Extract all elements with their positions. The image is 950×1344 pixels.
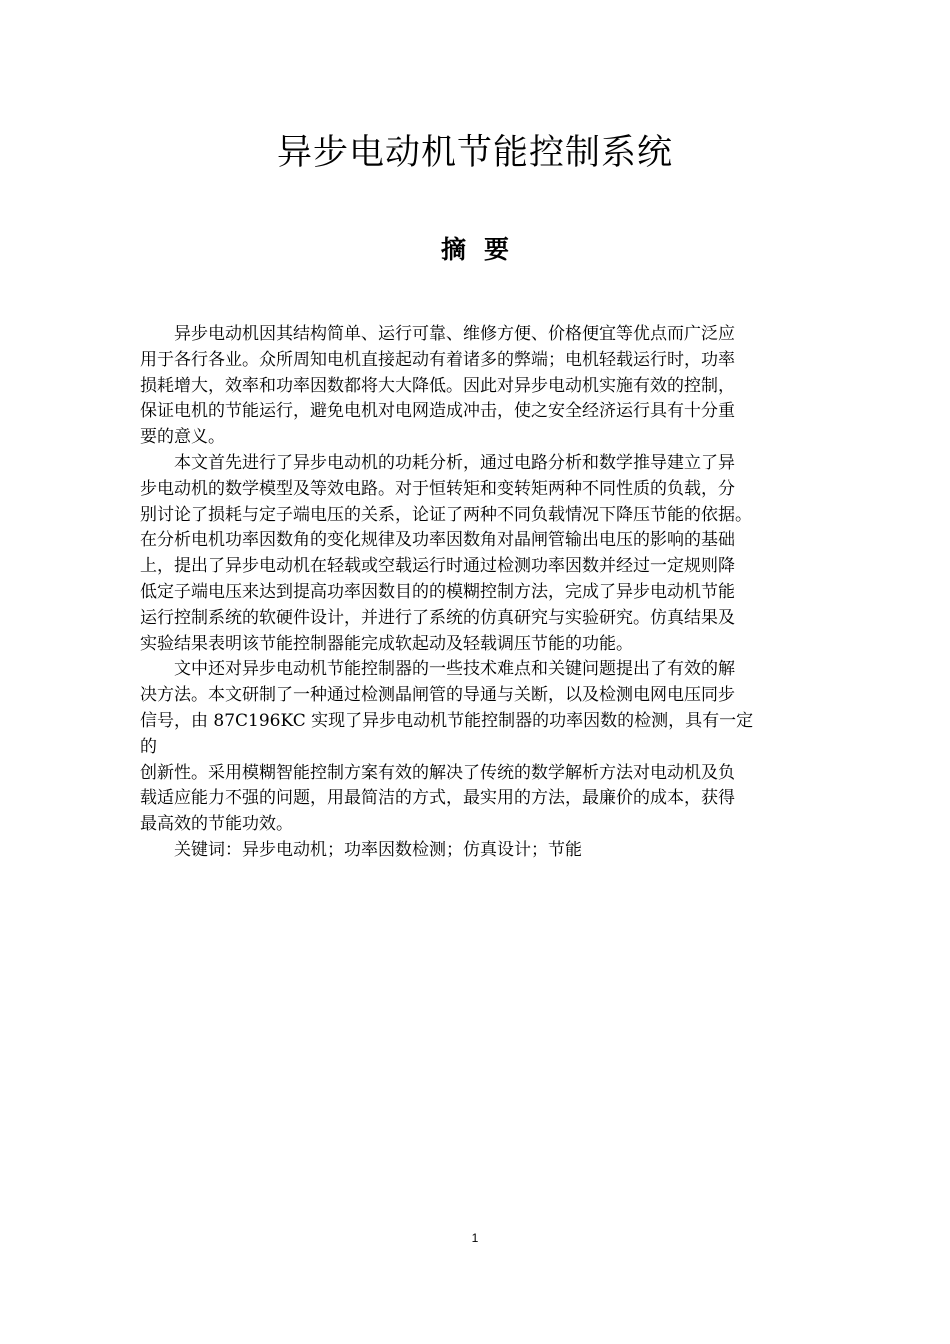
abstract-paragraph-3 [140, 657, 820, 838]
text-line: 载适应能力不强的问题，用最简洁的方式，最实用的方法，最廉价的成本，获得 [140, 788, 735, 809]
text-line: 运行控制系统的软硬件设计，并进行了系统的仿真研究与实验研究。仿真结果及 [140, 607, 735, 628]
keywords-line: 关键词：异步电动机；功率因数检测；仿真设计；节能 [174, 839, 582, 860]
text-line: 创新性。采用模糊智能控制方案有效的解决了传统的数学解析方法对电动机及负 [140, 762, 735, 783]
text-line: 要的意义。 [140, 427, 225, 448]
text-line: 最高效的节能功效。 [140, 814, 293, 835]
text-line: 的 [140, 736, 157, 757]
text-line: 保证电机的节能运行，避免电机对电网造成冲击，使之安全经济运行具有十分重 [140, 401, 735, 422]
text-line: 异步电动机因其结构简单、运行可靠、维修方便、价格便宜等优点而广泛应 [174, 324, 735, 344]
keywords-paragraph [140, 838, 820, 864]
text-line: 上，提出了异步电动机在轻载或空载运行时通过检测功率因数并经过一定规则降 [140, 556, 735, 577]
abstract-paragraph-2 [140, 451, 820, 657]
abstract-paragraph-1 [140, 322, 820, 451]
abstract-body [140, 322, 820, 864]
page-number: 1 [471, 1231, 479, 1245]
abstract-heading: 摘要 [440, 235, 527, 264]
document-title: 异步电动机节能控制系统 [276, 133, 673, 173]
text-line: 在分析电机功率因数角的变化规律及功率因数角对晶闸管输出电压的影响的基础 [140, 530, 735, 551]
text-line: 用于各行各业。众所周知电机直接起动有着诸多的弊端；电机轻载运行时，功率 [140, 349, 735, 370]
text-line: 信号，由 87C196KC 实现了异步电动机节能控制器的功率因数的检测，具有一定 [140, 710, 754, 731]
text-line: 步电动机的数学模型及等效电路。对于恒转矩和变转矩两种不同性质的负载，分 [140, 478, 735, 499]
text-line: 决方法。本文研制了一种通过检测晶闸管的导通与关断，以及检测电网电压同步 [140, 685, 735, 706]
text-line: 损耗增大，效率和功率因数都将大大降低。因此对异步电动机实施有效的控制， [140, 375, 735, 396]
text-line: 实验结果表明该节能控制器能完成软起动及轻载调压节能的功能。 [140, 633, 633, 654]
text-line: 别讨论了损耗与定子端电压的关系，论证了两种不同负载情况下降压节能的依据。 [140, 504, 752, 525]
text-line: 本文首先进行了异步电动机的功耗分析，通过电路分析和数学推导建立了异 [174, 452, 735, 473]
text-line: 文中还对异步电动机节能控制器的一些技术难点和关键问题提出了有效的解 [174, 659, 735, 680]
text-line: 低定子端电压来达到提高功率因数目的的模糊控制方法，完成了异步电动机节能 [140, 581, 735, 602]
